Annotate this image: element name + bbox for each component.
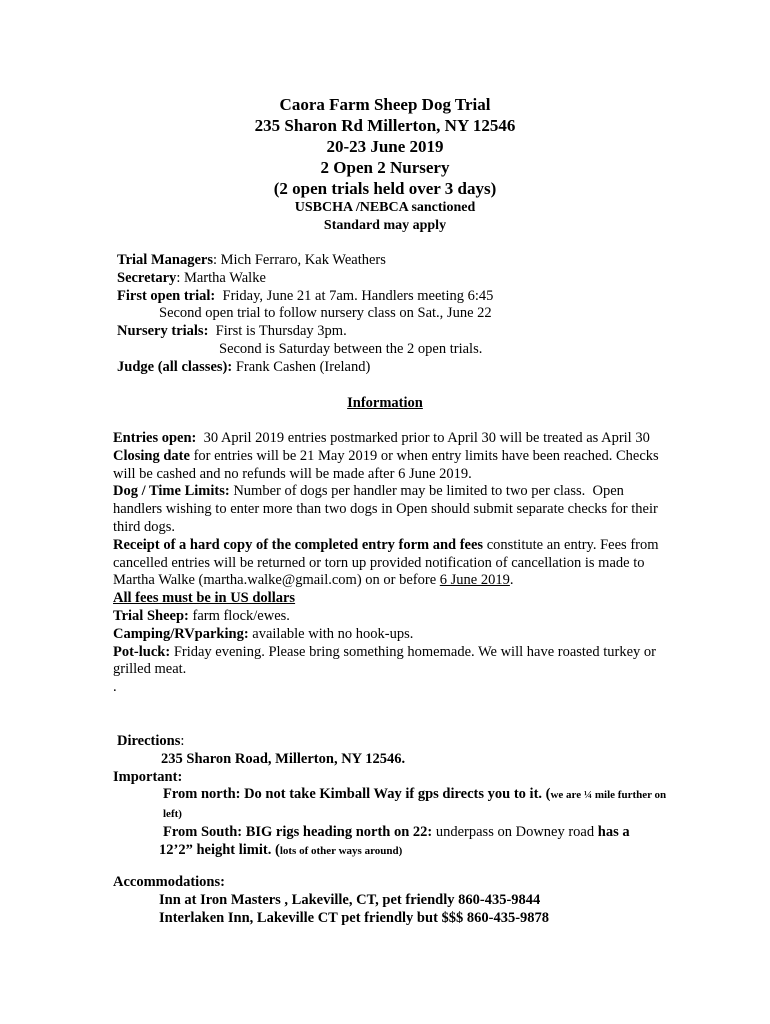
height-limit-note: lots of other ways around) bbox=[279, 844, 403, 857]
limits-label: Dog / Time Limits: bbox=[113, 483, 230, 500]
directions-heading-line bbox=[113, 733, 673, 751]
event-title: Caora Farm Sheep Dog Trial bbox=[279, 95, 491, 114]
potluck-label: Pot-luck: bbox=[113, 643, 171, 660]
judge-label: Judge (all classes): bbox=[117, 358, 233, 375]
important-label: Important: bbox=[113, 768, 183, 785]
camping-label: Camping/RVparking: bbox=[113, 625, 249, 642]
directions-address: 235 Sharon Road, Millerton, NY 12546. bbox=[161, 750, 406, 767]
from-south-text: From South: BIG rigs heading north on 22: bbox=[163, 823, 433, 840]
first-open-label: First open trial: bbox=[117, 287, 216, 304]
directions-section bbox=[113, 733, 673, 861]
height-limit-line bbox=[113, 842, 673, 861]
from-south-line bbox=[113, 824, 673, 842]
from-south-value: underpass on Downey road bbox=[432, 823, 598, 840]
accommodation-iron-masters: Inn at Iron Masters , Lakeville, CT, pet friendly 860-435-9844 bbox=[159, 891, 541, 908]
from-north-note: we are ¼ mile further on left) bbox=[163, 789, 667, 821]
secretary-line bbox=[117, 270, 677, 288]
event-note: (2 open trials held over 3 days) bbox=[273, 179, 497, 198]
managers-value: : Mich Ferraro, Kak Weathers bbox=[212, 252, 386, 268]
information-section bbox=[113, 430, 661, 697]
fees-note-text: All fees must be in US dollars bbox=[113, 590, 296, 607]
closing-value: for entries will be 21 May 2019 or when entry limits have been reached. Checks will be cashed and no refunds will be made after 6 June 2019. bbox=[113, 447, 659, 482]
camping-value: available with no hook-ups. bbox=[248, 625, 414, 642]
entries-value: 30 April 2019 entries postmarked prior to April 30 will be treated as April 30 bbox=[196, 430, 650, 446]
closing-paragraph bbox=[113, 448, 661, 484]
potluck-value: Friday evening. Please bring something homemade. We will have roasted turkey or grilled meat. bbox=[113, 643, 656, 678]
entries-paragraph bbox=[113, 430, 661, 448]
height-limit-text: 12’2” height limit. ( bbox=[159, 841, 280, 858]
accommodation-interlaken: Interlaken Inn, Lakeville CT pet friendly but $$$ 860-435-9878 bbox=[159, 909, 550, 926]
directions-colon: : bbox=[180, 733, 185, 749]
event-classes: 2 Open 2 Nursery bbox=[320, 158, 450, 177]
sheep-value: farm flock/ewes. bbox=[188, 607, 290, 624]
sheep-label: Trial Sheep: bbox=[113, 607, 189, 624]
potluck-paragraph bbox=[113, 644, 661, 680]
event-standard: Standard may apply bbox=[323, 218, 447, 233]
event-dates: 20-23 June 2019 bbox=[326, 137, 444, 156]
sheep-paragraph bbox=[113, 608, 661, 626]
important-label-line bbox=[113, 769, 673, 787]
event-address: 235 Sharon Rd Millerton, NY 12546 bbox=[254, 116, 516, 135]
managers-line bbox=[117, 252, 677, 270]
accommodations-label: Accommodations: bbox=[113, 874, 225, 890]
document-header bbox=[0, 94, 770, 235]
secretary-value: : Martha Walke bbox=[176, 269, 266, 286]
camping-paragraph bbox=[113, 626, 661, 644]
second-open-line: Second open trial to follow nursery class on Sat., June 22 bbox=[159, 305, 492, 322]
closing-label: Closing date bbox=[113, 447, 190, 464]
fees-note bbox=[113, 590, 661, 608]
from-north-line bbox=[113, 786, 673, 824]
judge-value: Frank Cashen (Ireland) bbox=[232, 358, 371, 375]
first-open-value: Friday, June 21 at 7am. Handlers meeting 6:45 bbox=[215, 287, 494, 304]
trailing-dot: . bbox=[113, 679, 117, 696]
from-south-text-2: has a bbox=[597, 823, 630, 840]
information-heading: Information bbox=[347, 395, 423, 411]
entries-label: Entries open: bbox=[113, 430, 197, 446]
receipt-end: . bbox=[509, 572, 514, 589]
directions-label: Directions bbox=[117, 733, 181, 749]
limits-value: Number of dogs per handler may be limited to two per class. Open handlers wishing to enter more than two dogs in Open should submit separate checks for their third dogs. bbox=[113, 483, 662, 535]
receipt-date: 6 June 2019 bbox=[439, 572, 510, 589]
from-north-text: From north: Do not take Kimball Way if gps directs you to it. ( bbox=[163, 786, 551, 803]
judge-line bbox=[117, 359, 677, 377]
event-sanction: USBCHA /NEBCA sanctioned bbox=[294, 200, 476, 215]
limits-paragraph bbox=[113, 483, 661, 536]
receipt-label: Receipt of a hard copy of the completed entry form and fees bbox=[113, 536, 484, 553]
managers-label: Trial Managers bbox=[117, 252, 213, 268]
nursery-value: First is Thursday 3pm. bbox=[208, 323, 347, 340]
nursery-second-line: Second is Saturday between the 2 open trials. bbox=[219, 340, 483, 357]
receipt-value: constitute an entry. Fees from cancelled entries will be returned or torn up provided notification of cancellation is made to Martha Walke (martha.walke@gmail.com) on or before bbox=[113, 536, 659, 589]
secretary-label: Secretary bbox=[117, 269, 177, 286]
nursery-label: Nursery trials: bbox=[117, 323, 209, 340]
trial-details bbox=[117, 252, 677, 377]
receipt-paragraph bbox=[113, 537, 661, 590]
nursery-line bbox=[117, 323, 677, 341]
first-open-line bbox=[117, 288, 677, 306]
accommodations-section bbox=[113, 874, 673, 927]
